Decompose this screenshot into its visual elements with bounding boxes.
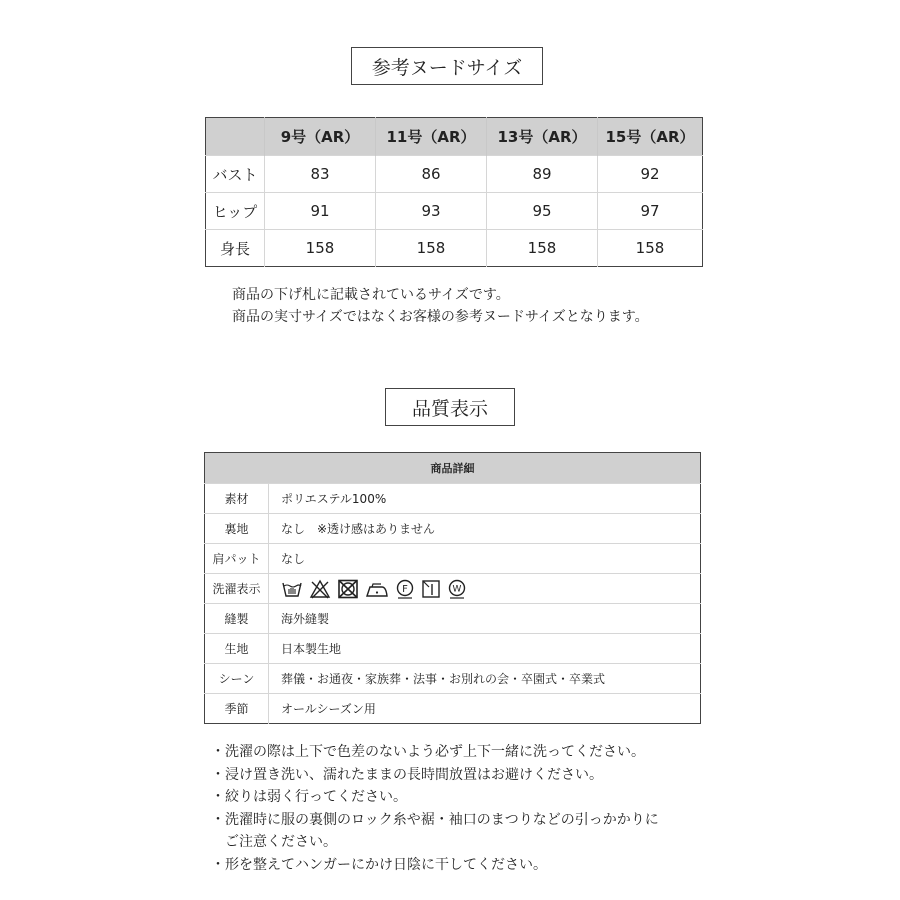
table-row xyxy=(205,574,701,604)
quality-value-fabric: 日本製生地 xyxy=(269,634,701,664)
size-header-11: 11号（AR） xyxy=(376,118,487,156)
quality-label-material: 素材 xyxy=(205,484,269,514)
quality-table-header: 商品詳細 xyxy=(205,453,701,484)
do-not-tumble-dry-icon xyxy=(337,579,359,599)
quality-label-fabric: 生地 xyxy=(205,634,269,664)
size-cell: 89 xyxy=(487,156,598,193)
size-notes xyxy=(232,284,649,328)
size-cell: 83 xyxy=(265,156,376,193)
size-table-header-row xyxy=(206,118,703,156)
care-note-line: ご注意ください。 xyxy=(211,834,337,850)
table-row xyxy=(205,484,701,514)
size-header-15: 15号（AR） xyxy=(598,118,703,156)
size-cell: 92 xyxy=(598,156,703,193)
size-cell: 95 xyxy=(487,193,598,230)
quality-value-shoulder-pad: なし xyxy=(269,544,701,574)
hand-wash-icon xyxy=(281,579,303,599)
care-note-line: ・浸け置き洗い、濡れたままの長時間放置はお避けください。 xyxy=(211,766,603,783)
size-header-9: 9号（AR） xyxy=(265,118,376,156)
size-row-label-hip: ヒップ xyxy=(206,193,265,230)
table-row xyxy=(206,156,703,193)
care-icons-cell xyxy=(269,574,701,604)
quality-table-header-row xyxy=(205,453,701,484)
quality-label-sewing: 縫製 xyxy=(205,604,269,634)
iron-low-temp-icon xyxy=(365,579,389,599)
table-row xyxy=(205,514,701,544)
table-row xyxy=(206,193,703,230)
size-cell: 93 xyxy=(376,193,487,230)
table-row xyxy=(205,664,701,694)
do-not-bleach-icon xyxy=(309,579,331,599)
care-note-line: ・形を整えてハンガーにかけ日陰に干してください。 xyxy=(211,856,547,873)
dry-clean-f-icon xyxy=(395,579,415,599)
quality-table xyxy=(204,452,701,724)
quality-value-material: ポリエステル100% xyxy=(269,484,701,514)
size-cell: 158 xyxy=(376,230,487,267)
size-section-title: 参考ヌードサイズ xyxy=(351,47,543,85)
size-cell: 91 xyxy=(265,193,376,230)
quality-section-title: 品質表示 xyxy=(385,388,515,426)
quality-label-lining: 裏地 xyxy=(205,514,269,544)
svg-text:W: W xyxy=(452,584,462,594)
quality-label-shoulder-pad: 肩パット xyxy=(205,544,269,574)
table-row xyxy=(206,230,703,267)
table-row xyxy=(205,604,701,634)
quality-label-care: 洗濯表示 xyxy=(205,574,269,604)
quality-value-lining: なし ※透け感はありません xyxy=(269,514,701,544)
size-table xyxy=(205,117,703,267)
quality-label-scene: シーン xyxy=(205,664,269,694)
table-row xyxy=(205,544,701,574)
size-note-line: 商品の下げ札に記載されているサイズです。 xyxy=(232,287,510,303)
quality-value-scene: 葬儀・お通夜・家族葬・法事・お別れの会・卒園式・卒業式 xyxy=(269,664,701,694)
quality-label-season: 季節 xyxy=(205,694,269,724)
size-note-line: 商品の実寸サイズではなくお客様の参考ヌードサイズとなります。 xyxy=(232,309,649,325)
quality-value-sewing: 海外縫製 xyxy=(269,604,701,634)
size-cell: 158 xyxy=(265,230,376,267)
wet-clean-w-icon xyxy=(447,579,467,599)
svg-text:F: F xyxy=(402,583,408,595)
quality-value-season: オールシーズン用 xyxy=(269,694,701,724)
size-cell: 97 xyxy=(598,193,703,230)
table-row xyxy=(205,694,701,724)
care-notes xyxy=(211,741,659,876)
size-cell: 158 xyxy=(487,230,598,267)
line-dry-shade-icon xyxy=(421,579,441,599)
size-header-13: 13号（AR） xyxy=(487,118,598,156)
care-note-line: ・洗濯の際は上下で色差のないよう必ず上下一緒に洗ってください。 xyxy=(211,744,645,760)
care-icons xyxy=(281,579,700,599)
size-row-label-height: 身長 xyxy=(206,230,265,267)
care-note-line: ・洗濯時に服の裏側のロック糸や裾・袖口のまつりなどの引っかかりに xyxy=(211,811,659,828)
size-cell: 86 xyxy=(376,156,487,193)
care-note-line: ・絞りは弱く行ってください。 xyxy=(211,789,407,805)
table-row xyxy=(205,634,701,664)
size-header-corner xyxy=(206,118,265,156)
size-row-label-bust: バスト xyxy=(206,156,265,193)
size-cell: 158 xyxy=(598,230,703,267)
